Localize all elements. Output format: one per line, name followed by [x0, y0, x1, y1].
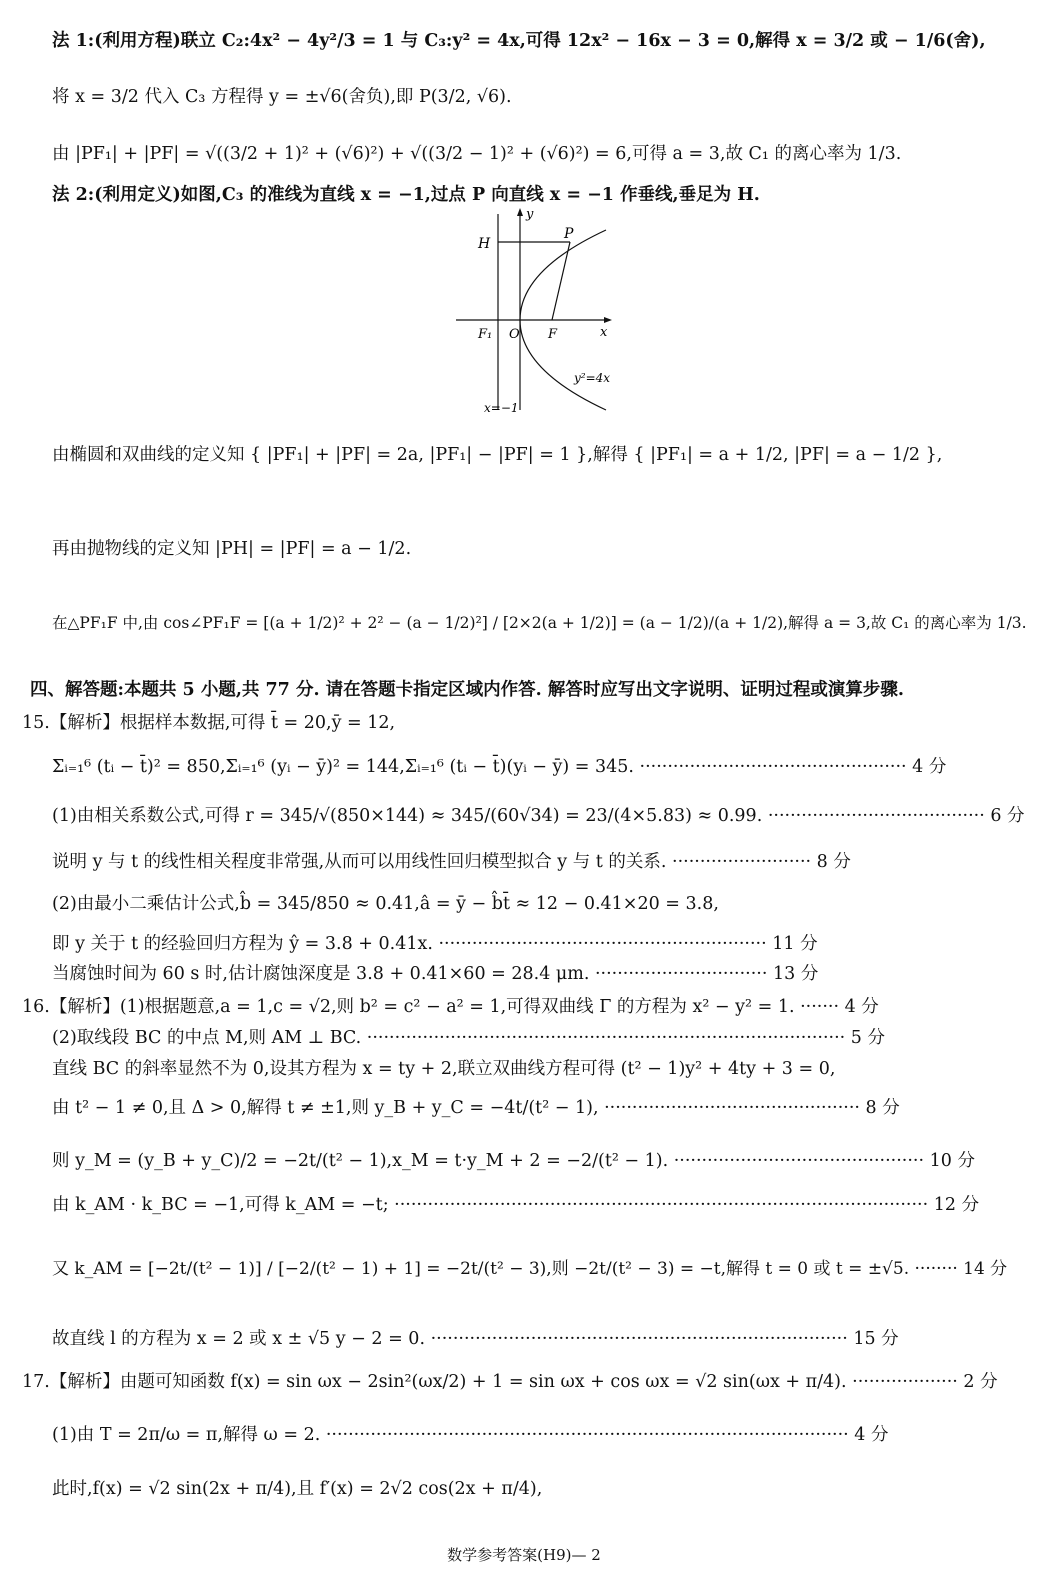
text-line: Σᵢ₌₁⁶ (tᵢ − t̄)² = 850,Σᵢ₌₁⁶ (yᵢ − ȳ)² = 144,Σᵢ₌₁⁶ (tᵢ − t̄)(yᵢ − ȳ) = 345. ················································ 4 分 [52, 757, 947, 777]
text-line: 再由抛物线的定义知 |PH| = |PF| = a − 1/2. [52, 539, 412, 559]
text-line: 在△PF₁F 中,由 cos∠PF₁F = [(a + 1/2)² + 2² − (a − 1/2)²] / [2×2(a + 1/2)] = (a − 1/2)/(a + 1/2),解得 a = 3,故 C₁ 的离心率为 1/3. [52, 614, 1027, 632]
text-line: 由 t² − 1 ≠ 0,且 Δ > 0,解得 t ≠ ±1,则 y_B + y_C = −4t/(t² − 1), ·············································· 8 分 [52, 1098, 900, 1118]
text-line: (1)由 T = 2π/ω = π,解得 ω = 2. ······························································································ 4 分 [52, 1425, 889, 1445]
text-line: 17.【解析】由题可知函数 f(x) = sin ωx − 2sin²(ωx/2) + 1 = sin ωx + cos ωx = √2 sin(ωx + π/4). ··················· 2 分 [22, 1372, 998, 1392]
text-line: 四、解答题:本题共 5 小题,共 77 分. 请在答题卡指定区域内作答. 解答时应写出文字说明、证明过程或演算步骤. [30, 680, 904, 700]
label-x: x [600, 325, 608, 340]
text-line: 即 y 关于 t 的经验回归方程为 ŷ = 3.8 + 0.41x. ··························································· 11 分 [52, 934, 818, 954]
text-line: 此时,f(x) = √2 sin(2x + π/4),且 f′(x) = 2√2 cos(2x + π/4), [52, 1479, 543, 1499]
page-footer: 数学参考答案(H9)— 2 [447, 1546, 601, 1564]
text-line: 故直线 l 的方程为 x = 2 或 x ± √5 y − 2 = 0. ··········································································· 15 分 [52, 1329, 899, 1349]
x-axis-arrow-icon [604, 317, 612, 323]
text-line: 则 y_M = (y_B + y_C)/2 = −2t/(t² − 1),x_M = t·y_M + 2 = −2/(t² − 1). ············································· 10 分 [52, 1151, 975, 1171]
text-line: 法 1:(利用方程)联立 C₂:4x² − 4y²/3 = 1 与 C₃:y² = 4x,可得 12x² − 16x − 3 = 0,解得 x = 3/2 或 − 1/6(舍), [52, 31, 986, 51]
label-F: F [548, 327, 558, 342]
text-line: 说明 y 与 t 的线性相关程度非常强,从而可以用线性回归模型拟合 y 与 t 的关系. ························· 8 分 [52, 852, 851, 872]
y-axis-arrow-icon [517, 208, 523, 216]
label-directrix: x=−1 [484, 401, 519, 415]
label-O: O [509, 327, 520, 342]
text-line: (2)取线段 BC 的中点 M,则 AM ⊥ BC. ······················································································ 5 分 [52, 1028, 885, 1048]
label-y: y [526, 207, 534, 222]
text-line: 由 |PF₁| + |PF| = √((3/2 + 1)² + (√6)²) + √((3/2 − 1)² + (√6)²) = 6,可得 a = 3,故 C₁ 的离心率为 1/3. [52, 144, 902, 164]
parabola-figure [448, 200, 640, 420]
text-line: 法 2:(利用定义)如图,C₃ 的准线为直线 x = −1,过点 P 向直线 x = −1 作垂线,垂足为 H. [52, 185, 760, 205]
text-line: 直线 BC 的斜率显然不为 0,设其方程为 x = ty + 2,联立双曲线方程可得 (t² − 1)y² + 4ty + 3 = 0, [52, 1059, 836, 1079]
text-line: 15.【解析】根据样本数据,可得 t̄ = 20,ȳ = 12, [22, 713, 396, 733]
text-line: 又 k_AM = [−2t/(t² − 1)] / [−2/(t² − 1) + 1] = −2t/(t² − 3),则 −2t/(t² − 3) = −t,解得 t = 0 或 t = ±√5. ········ 14 分 [52, 1259, 1008, 1279]
text-line: (2)由最小二乘估计公式,b̂ = 345/850 ≈ 0.41,â = ȳ − b̂t̄ ≈ 12 − 0.41×20 = 3.8, [52, 894, 719, 914]
text-line: 16.【解析】(1)根据题意,a = 1,c = √2,则 b² = c² − a² = 1,可得双曲线 Γ 的方程为 x² − y² = 1. ······· 4 分 [22, 997, 879, 1017]
label-H: H [478, 236, 491, 252]
label-F1: F₁ [478, 327, 493, 342]
text-line: (1)由相关系数公式,可得 r = 345/√(850×144) ≈ 345/(60√34) = 23/(4×5.83) ≈ 0.99. ······································· 6 分 [52, 806, 1025, 826]
text-line: 将 x = 3/2 代入 C₃ 方程得 y = ±√6(舍负),即 P(3/2, √6). [52, 87, 512, 107]
label-curve: y²=4x [574, 371, 611, 385]
label-P: P [564, 226, 574, 242]
text-line: 由 k_AM · k_BC = −1,可得 k_AM = −t; ································································································ 12 分 [52, 1195, 980, 1215]
segment-PF [552, 242, 570, 320]
text-line: 由椭圆和双曲线的定义知 { |PF₁| + |PF| = 2a, |PF₁| − |PF| = 1 },解得 { |PF₁| = a + 1/2, |PF| = a − 1/2 }, [52, 445, 943, 465]
text-line: 当腐蚀时间为 60 s 时,估计腐蚀深度是 3.8 + 0.41×60 = 28.4 μm. ······························· 13 分 [52, 964, 819, 984]
